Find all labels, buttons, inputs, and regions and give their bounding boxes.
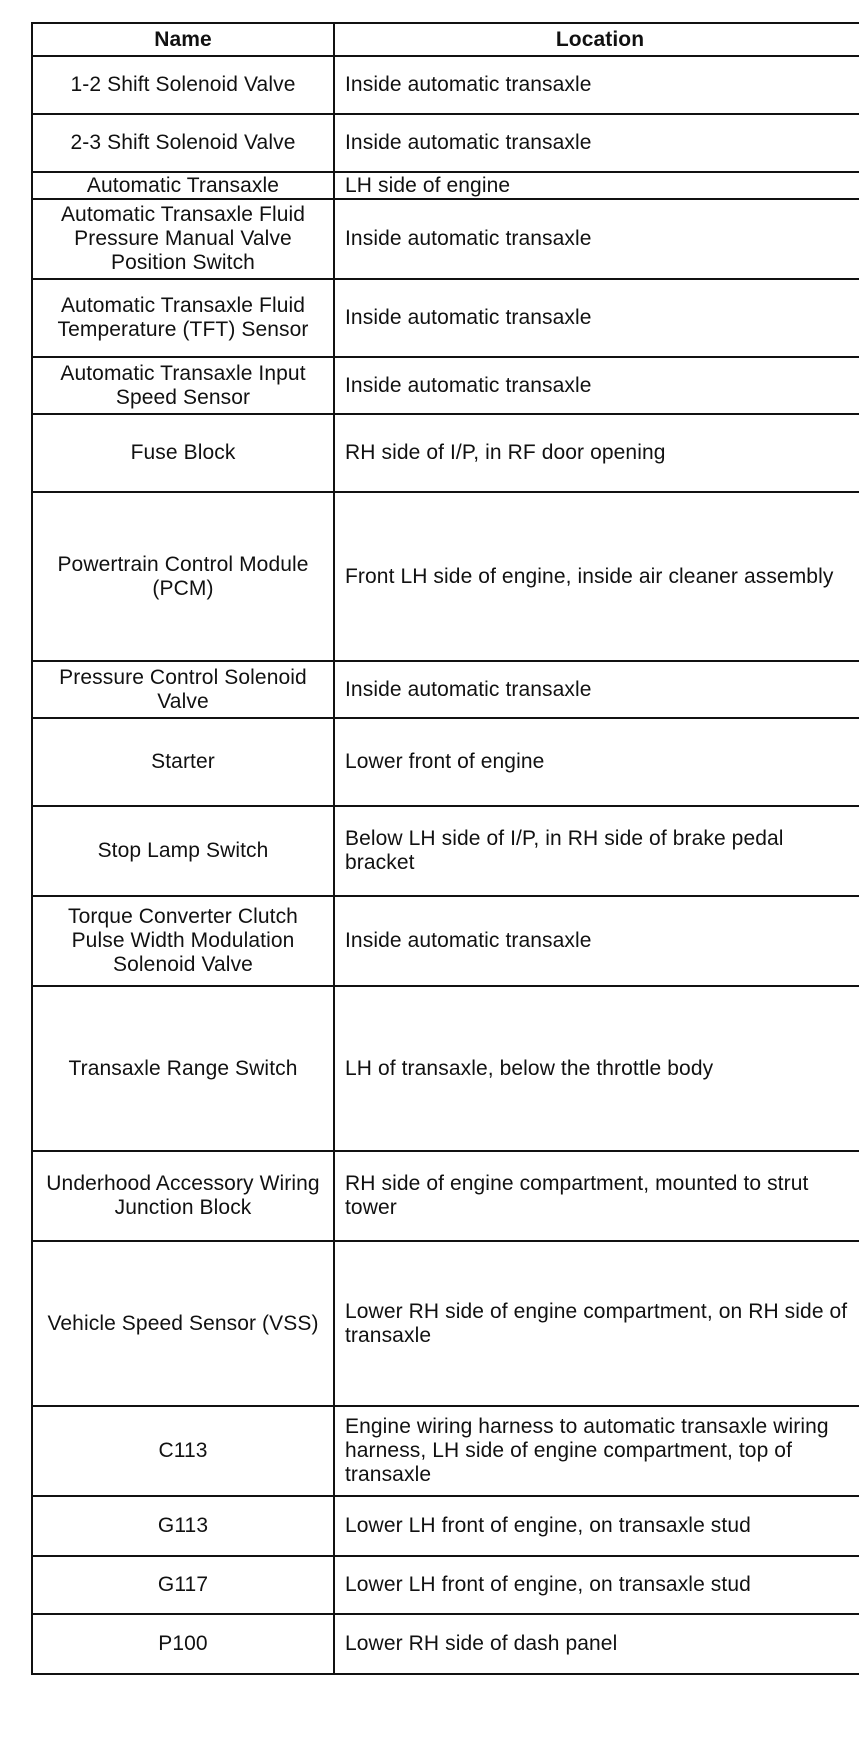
component-location-sheet xyxy=(31,22,859,1675)
component-name: Vehicle Speed Sensor (VSS) xyxy=(32,1241,334,1406)
component-name: Underhood Accessory Wiring Junction Block xyxy=(32,1151,334,1241)
component-location: Below LH side of I/P, in RH side of brake pedal bracket xyxy=(334,806,864,896)
component-location: Inside automatic transaxle xyxy=(334,661,864,718)
table-header xyxy=(32,23,864,56)
component-name: Fuse Block xyxy=(32,414,334,492)
component-location: Lower front of engine xyxy=(334,718,864,806)
table-row xyxy=(32,56,864,114)
component-name: P100 xyxy=(32,1614,334,1674)
component-name: 2-3 Shift Solenoid Valve xyxy=(32,114,334,172)
component-location: Lower LH front of engine, on transaxle stud xyxy=(334,1556,864,1614)
component-location: Inside automatic transaxle xyxy=(334,357,864,414)
name-column-header: Name xyxy=(32,23,334,56)
table-row xyxy=(32,718,864,806)
component-location: Front LH side of engine, inside air cleaner assembly xyxy=(334,492,864,661)
table-row xyxy=(32,896,864,986)
table-row xyxy=(32,1556,864,1614)
component-name: Automatic Transaxle Fluid Temperature (TFT) Sensor xyxy=(32,279,334,357)
component-name: Automatic Transaxle Input Speed Sensor xyxy=(32,357,334,414)
table-row xyxy=(32,1151,864,1241)
component-name: Transaxle Range Switch xyxy=(32,986,334,1151)
table-row xyxy=(32,1496,864,1556)
location-column-header: Location xyxy=(334,23,864,56)
component-location: Inside automatic transaxle xyxy=(334,896,864,986)
component-name: Automatic Transaxle xyxy=(32,172,334,199)
component-name: G117 xyxy=(32,1556,334,1614)
component-location: Lower RH side of dash panel xyxy=(334,1614,864,1674)
component-location: LH side of engine xyxy=(334,172,864,199)
page-edge xyxy=(859,0,864,1740)
component-name: Starter xyxy=(32,718,334,806)
table-row xyxy=(32,1241,864,1406)
table-row xyxy=(32,661,864,718)
component-name: Automatic Transaxle Fluid Pressure Manual Valve Position Switch xyxy=(32,199,334,279)
component-name: Pressure Control Solenoid Valve xyxy=(32,661,334,718)
component-location: LH of transaxle, below the throttle body xyxy=(334,986,864,1151)
table-row xyxy=(32,279,864,357)
component-name: G113 xyxy=(32,1496,334,1556)
component-location: Engine wiring harness to automatic transaxle wiring harness, LH side of engine compartment, top of transaxle xyxy=(334,1406,864,1496)
component-location: Inside automatic transaxle xyxy=(334,56,864,114)
component-name: Powertrain Control Module (PCM) xyxy=(32,492,334,661)
table-row xyxy=(32,414,864,492)
table-row xyxy=(32,986,864,1151)
table-row xyxy=(32,357,864,414)
component-location: RH side of engine compartment, mounted to strut tower xyxy=(334,1151,864,1241)
component-name: 1-2 Shift Solenoid Valve xyxy=(32,56,334,114)
component-name: C113 xyxy=(32,1406,334,1496)
table-row xyxy=(32,806,864,896)
component-location: Lower RH side of engine compartment, on RH side of transaxle xyxy=(334,1241,864,1406)
table-body xyxy=(32,56,864,1674)
table-row xyxy=(32,492,864,661)
table-row xyxy=(32,1406,864,1496)
component-location-table xyxy=(31,22,864,1675)
component-name: Stop Lamp Switch xyxy=(32,806,334,896)
table-row xyxy=(32,114,864,172)
table-row xyxy=(32,199,864,279)
component-location: Inside automatic transaxle xyxy=(334,279,864,357)
component-location: Inside automatic transaxle xyxy=(334,114,864,172)
table-row xyxy=(32,172,864,199)
component-location: Lower LH front of engine, on transaxle stud xyxy=(334,1496,864,1556)
table-row xyxy=(32,1614,864,1674)
component-name: Torque Converter Clutch Pulse Width Modulation Solenoid Valve xyxy=(32,896,334,986)
component-location: Inside automatic transaxle xyxy=(334,199,864,279)
header-row xyxy=(32,23,864,56)
component-location: RH side of I/P, in RF door opening xyxy=(334,414,864,492)
